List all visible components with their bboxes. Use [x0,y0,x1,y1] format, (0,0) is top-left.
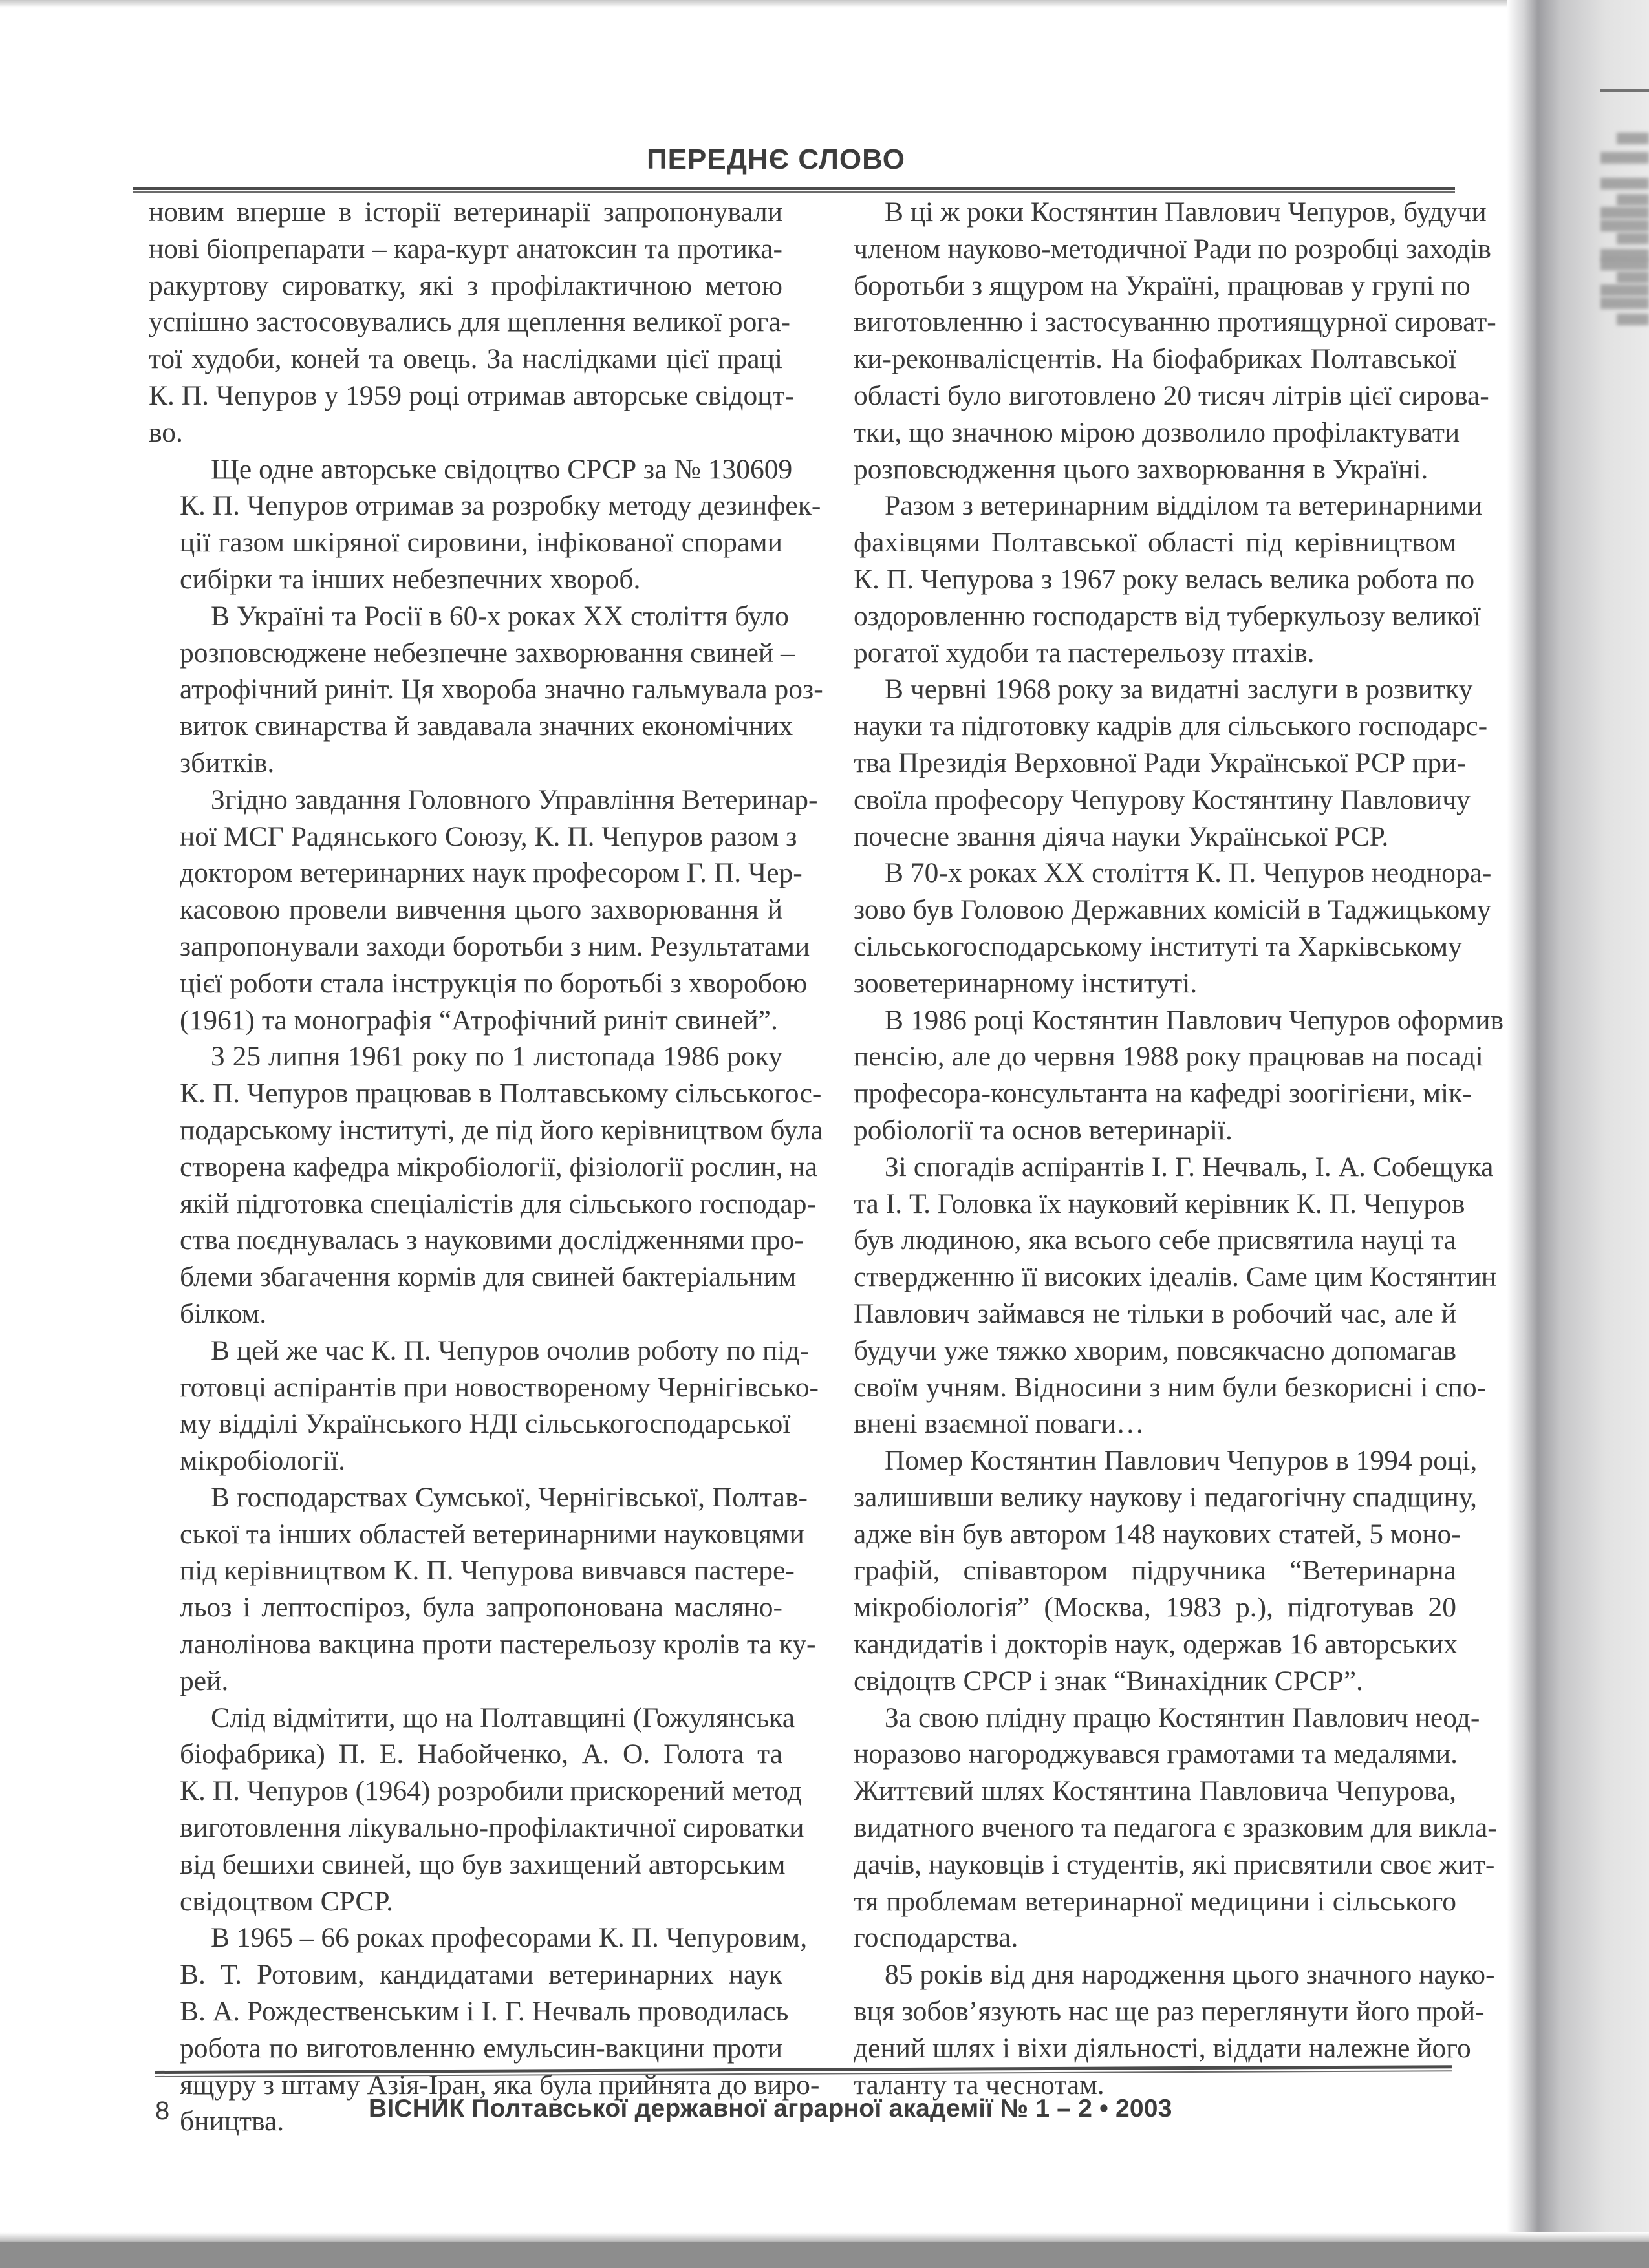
text-line: кандидатів і докторів наук, одержав 16 авторських [854,1629,1458,1660]
text-line: Ще одне авторське свідоцтво СРСР за № 130609 [211,453,793,485]
text-line: тва Президія Верховної Ради Української РСР при- [854,747,1466,778]
page-number: 8 [155,2097,170,2125]
text-line: рогатої худоби та пастерельозу птахів. [854,637,1315,669]
paragraph [823,1442,1478,1700]
paragraph [823,194,1496,487]
text-line: вця зобов’язують нас ще раз переглянути його прой- [854,1996,1485,2027]
text-line: фахівцями Полтавської області під керівництвом [854,527,1456,559]
text-line: виток свинарства й завдавала значних економічних [180,711,793,742]
text-line: тя проблемам ветеринарної медицини і сільського [854,1885,1456,1917]
paragraph [823,1149,1497,1442]
text-line: 85 років від дня народження цього значного науко- [885,1959,1495,1991]
text-line: ської та інших областей ветеринарними науковцями [180,1518,804,1550]
text-line: свідоцтвом СРСР. [180,1885,394,1917]
text-line: біофабрика) П. Е. Набойченко, А. О. Голота та [180,1738,782,1770]
paragraph [823,671,1488,855]
text-line: адже він був автором 148 наукових статей, 5 моно- [854,1518,1461,1550]
text-line: та І. Т. Головка їх науковий керівник К. П. Чепуров [854,1188,1465,1219]
text-line: збитків. [180,747,275,778]
text-line: З 25 липня 1961 року по 1 листопада 1986 року [211,1041,782,1073]
scan-bottom-fade [0,2232,1649,2242]
text-line: нові біопрепарати – кара-курт анатоксин та протика- [149,233,782,264]
book-binding-shadow [1507,0,1649,2268]
text-line: розповсюдження цього захворювання в Україні. [854,453,1428,485]
text-line: В ці ж роки Костянтин Павлович Чепуров, будучи [885,197,1487,228]
text-line: ства поєднувалась з науковими дослідженнями про- [180,1225,804,1256]
paragraph [149,1700,804,1920]
text-line: зооветеринарному інституті. [854,967,1198,999]
text-line: виготовленню і застосуванню протиящурної сироват- [854,306,1496,338]
text-line: ланолінова вакцина проти пастерельозу кролів та ку- [180,1629,816,1660]
text-line: В господарствах Сумської, Чернігівської, Полтав- [211,1481,808,1513]
text-line: подарському інституті, де під його керівництвом була [180,1114,823,1146]
text-line: сільськогосподарському інституті та Харківському [854,930,1462,962]
text-line: Згідно завдання Головного Управління Ветеринар- [211,784,818,815]
facing-page-text-blur [1600,207,1649,219]
text-line: від бешихи свиней, що був захищений авторським [180,1848,786,1880]
text-line: оздоровленню господарств від туберкульозу великої [854,600,1481,632]
paragraph [823,487,1483,671]
facing-page-text-blur [1617,272,1649,283]
facing-page-text-blur [1617,314,1649,325]
paragraph [823,855,1492,1001]
text-line: ствердженню її високих ідеалів. Саме цим Костянтин [854,1261,1497,1293]
facing-page-text-blur [1617,194,1649,206]
text-line: Разом з ветеринарним відділом та ветеринарними [885,490,1483,522]
text-line: боротьби з ящуром на Україні, працював у групі по [854,270,1471,301]
text-line: ящуру з штаму Азія-Іран, яка була прийнята до виро- [180,2069,820,2101]
facing-page-text-blur [1600,284,1649,296]
text-line: Павлович займався не тільки в робочий час, але й [854,1298,1456,1329]
section-title: ПЕРЕДНЄ СЛОВО [647,144,905,175]
paragraph [149,1332,819,1479]
text-line: свідоцтв СРСР і знак “Винахідник СРСР”. [854,1665,1363,1696]
text-line: В Україні та Росії в 60-х роках XX століття було [211,600,789,632]
text-line: ції газом шкіряної сировини, інфікованої спорами [180,527,782,559]
text-line: науки та підготовку кадрів для сільського господарс- [854,711,1488,742]
paragraph [149,782,818,1039]
text-line: доктором ветеринарних наук професором Г. П. Чер- [180,857,803,889]
text-line: зово був Головою Державних комісій в Таджицькому [854,894,1491,926]
text-line: був людиною, яка всього себе присвятила науці та [854,1225,1456,1256]
journal-title: ВІСНИК Полтавської державної аграрної академії № 1 – 2 • 2003 [369,2095,1172,2123]
text-line: видатного вченого та педагога є зразковим для викла- [854,1812,1497,1844]
text-line: новим вперше в історії ветеринарії запропонували [149,197,782,228]
text-line: Життєвий шлях Костянтина Павловича Чепурова, [854,1775,1456,1807]
text-line: В 1965 – 66 роках професорами К. П. Чепуровим, [211,1922,808,1954]
next-page-rule [1600,89,1649,92]
text-line: К. П. Чепуров отримав за розробку методу дезинфек- [180,490,821,522]
text-line: касовою провели вивчення цього захворювання й [180,894,782,926]
text-line: готовці аспірантів при новоствореному Чернігівсько- [180,1371,819,1403]
text-line: білком. [180,1298,267,1329]
text-line: таланту та чеснотам. [854,2069,1105,2101]
text-line: норазово нагороджувався грамотами та медалями. [854,1738,1458,1770]
text-line: дений шлях і віхи діяльності, віддати належне його [854,2032,1471,2064]
text-line: області було виготовлено 20 тисяч літрів цієї сирова- [854,380,1489,411]
text-line: тої худоби, коней та овець. За наслідками цієї праці [149,343,782,375]
facing-page-text-blur [1617,133,1649,144]
paragraph [149,451,821,598]
facing-page-text-blur [1600,152,1649,164]
facing-page-text-blur [1600,220,1649,231]
text-line: своїла професору Чепурову Костянтину Павловичу [854,784,1471,815]
text-line: професора-консультанта на кафедрі зоогігієни, мік- [854,1078,1472,1109]
text-line: За свою плідну працю Костянтин Павлович неод- [885,1702,1480,1733]
header-rule-thin [133,191,1455,193]
facing-page-text-blur [1600,178,1649,189]
facing-page-text-blur [1600,297,1649,309]
paragraph [823,1002,1504,1149]
text-line: господарства. [854,1922,1018,1954]
header-rule [133,187,1455,190]
text-line: бництва. [180,2106,285,2137]
text-line: В. А. Рождественським і І. Г. Нечваль проводилась [180,1996,789,2027]
text-line: В 70-х роках XX століття К. П. Чепуров неоднора- [885,857,1492,889]
text-line: своїм учням. Відносини з ним були безкорисні і спо- [854,1371,1487,1403]
paragraph [149,598,823,782]
text-line: Зі спогадів аспірантів І. Г. Нечваль, І. А. Собещука [885,1151,1494,1182]
text-line: якій підготовка спеціалістів для сільського господар- [180,1188,816,1219]
text-line: виготовлення лікувально-профілактичної сироватки [180,1812,804,1844]
text-line: створена кафедра мікробіології, фізіології рослин, на [180,1151,818,1182]
text-line: атрофічний риніт. Ця хвороба значно гальмувала роз- [180,674,823,705]
text-line: цієї роботи стала інструкція по боротьбі з хворобою [180,967,808,999]
paragraph [149,1038,823,1332]
text-line: ракуртову сироватку, які з профілактичною метою [149,270,782,301]
text-line: мікробіології. [180,1445,345,1477]
text-line: під керівництвом К. П. Чепурова вивчався пастере- [180,1555,795,1587]
scan-top-edge [0,0,1513,8]
right-column [823,194,1504,2103]
text-line: (1961) та монографія “Атрофічний риніт свиней”. [180,1004,778,1036]
text-line: сибірки та інших небезпечних хвороб. [180,563,641,595]
text-line: К. П. Чепурова з 1967 року велась велика робота по [854,563,1475,595]
text-line: Слід відмітити, що на Полтавщині (Гожулянська [211,1702,795,1733]
text-line: блеми збагачення кормів для свиней бактеріальним [180,1261,797,1293]
text-line: мікробіологія” (Москва, 1983 р.), підготував 20 [854,1592,1456,1623]
text-line: робіології та основ ветеринарії. [854,1114,1233,1146]
facing-page-text-blur [1617,233,1649,244]
text-line: внені взаємної поваги… [854,1408,1145,1440]
text-line: розповсюджене небезпечне захворювання свиней – [180,637,795,669]
text-line: К. П. Чепуров (1964) розробили прискорений метод [180,1775,802,1807]
text-line: Помер Костянтин Павлович Чепуров в 1994 році, [885,1445,1478,1477]
text-line: будучи уже тяжко хворим, повсякчасно допомагав [854,1334,1456,1366]
text-line: графій, співавтором підручника “Ветеринарна [854,1555,1456,1587]
text-line: залишивши велику наукову і педагогічну спадщину, [854,1481,1478,1513]
paragraph [149,194,795,451]
paragraph [823,1700,1497,1957]
left-column [149,194,823,2140]
text-line: К. П. Чепуров у 1959 році отримав авторське свідоцт- [149,380,795,411]
text-line: ки-реконвалісцентів. На біофабриках Полтавської [854,343,1456,375]
text-line: В цей же час К. П. Чепуров очолив роботу по під- [211,1334,809,1366]
text-line: почесне звання діяча науки Української РСР. [854,820,1389,852]
text-line: К. П. Чепуров працював в Полтавському сільськогос- [180,1078,822,1109]
text-line: во. [149,416,183,448]
scan-bottom-shadow [0,2242,1649,2268]
text-line: В. Т. Ротовим, кандидатами ветеринарних наук [180,1959,782,1991]
text-line: дачів, науковців і студентів, які присвятили своє жит- [854,1848,1495,1880]
text-line: ної МСГ Радянського Союзу, К. П. Чепуров разом з [180,820,797,852]
text-line: запропонували заходи боротьби з ним. Результатами [180,930,810,962]
text-line: тки, що значною мірою дозволило профілактувати [854,416,1460,448]
text-line: успішно застосовувались для щеплення великої рога- [149,306,791,338]
text-line: му відділі Українського НДІ сільськогосподарської [180,1408,791,1440]
text-line: робота по виготовленню емульсин-вакцини проти [180,2032,782,2064]
text-line: В 1986 році Костянтин Павлович Чепуров оформив [885,1004,1504,1036]
text-line: членом науково-методичної Ради по розробці заходів [854,233,1491,264]
text-line: В червні 1968 року за видатні заслуги в розвитку [885,674,1473,705]
text-line: рей. [180,1665,229,1696]
facing-page-text-blur [1600,259,1649,270]
text-line: льоз і лептоспіроз, була запропонована масляно- [180,1592,782,1623]
text-line: пенсію, але до червня 1988 року працював на посаді [854,1041,1483,1073]
paragraph [149,1479,816,1700]
paragraph [823,1956,1495,2103]
